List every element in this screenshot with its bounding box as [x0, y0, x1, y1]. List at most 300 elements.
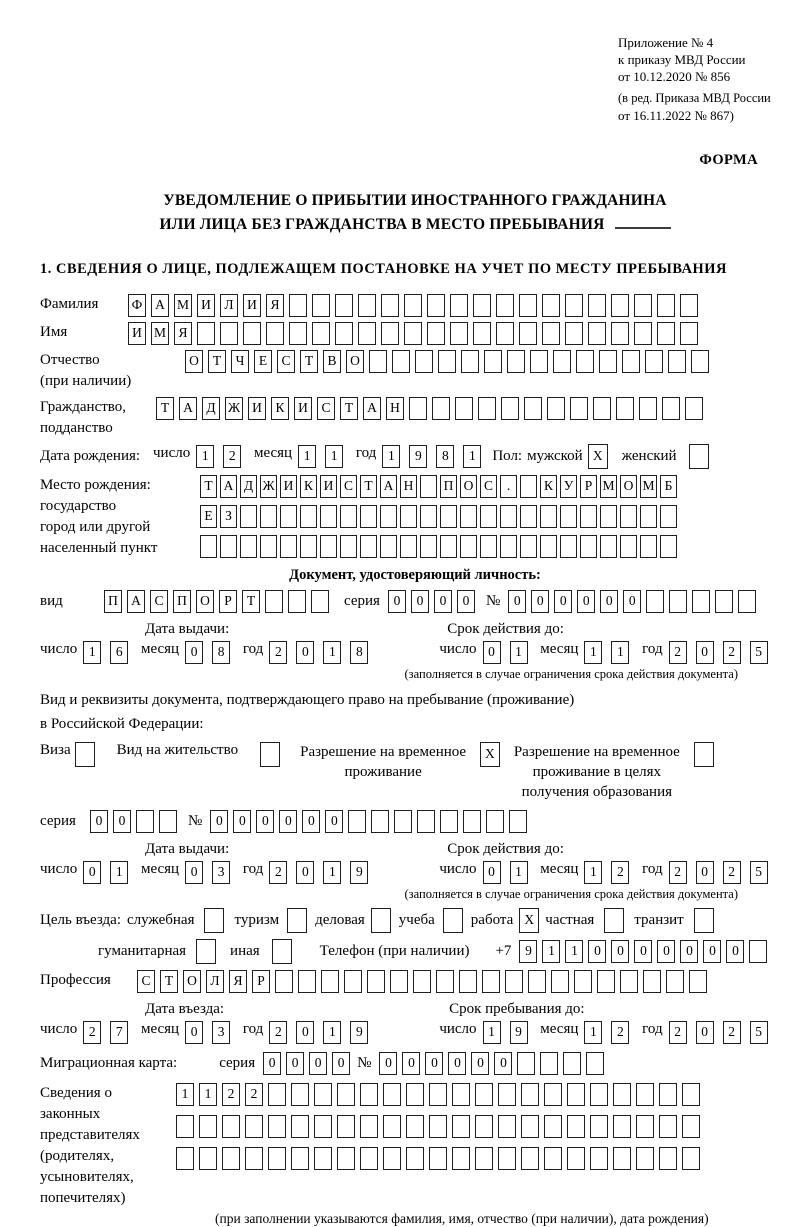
char-box[interactable]: 0 [471, 1052, 489, 1075]
char-box[interactable]: 1 [176, 1083, 194, 1106]
char-box[interactable]: 1 [584, 641, 602, 664]
char-box[interactable]: Т [360, 475, 377, 498]
char-box[interactable] [478, 397, 496, 420]
char-box[interactable]: А [151, 294, 169, 317]
char-box[interactable] [620, 505, 637, 528]
char-box[interactable] [380, 505, 397, 528]
char-box[interactable]: Д [202, 397, 220, 420]
char-box[interactable]: 0 [623, 590, 641, 613]
char-box[interactable]: 0 [296, 1021, 314, 1044]
char-box[interactable] [287, 908, 307, 933]
char-box[interactable] [520, 505, 537, 528]
char-box[interactable] [427, 294, 445, 317]
char-box[interactable] [176, 1147, 194, 1170]
char-box[interactable] [358, 322, 376, 345]
char-box[interactable] [680, 322, 698, 345]
doc-number-cells[interactable] [508, 590, 761, 613]
char-box[interactable] [597, 970, 615, 993]
char-box[interactable] [360, 1115, 378, 1138]
char-box[interactable]: С [340, 475, 357, 498]
profession-cells[interactable] [137, 970, 712, 993]
char-box[interactable]: 2 [669, 1021, 687, 1044]
legal-reps-row-2[interactable] [176, 1115, 705, 1138]
char-box[interactable] [505, 970, 523, 993]
char-box[interactable]: 0 [508, 590, 526, 613]
char-box[interactable] [521, 1147, 539, 1170]
char-box[interactable] [567, 1083, 585, 1106]
char-box[interactable] [682, 1115, 700, 1138]
char-box[interactable] [199, 1147, 217, 1170]
char-box[interactable] [590, 1115, 608, 1138]
char-box[interactable]: 0 [279, 810, 297, 833]
char-box[interactable] [450, 294, 468, 317]
char-box[interactable] [622, 350, 640, 373]
char-box[interactable]: 2 [611, 1021, 629, 1044]
char-box[interactable] [340, 505, 357, 528]
char-box[interactable] [634, 294, 652, 317]
char-box[interactable] [520, 535, 537, 558]
stay-day-cells[interactable] [483, 1021, 537, 1037]
char-box[interactable] [394, 810, 412, 833]
char-box[interactable] [682, 1147, 700, 1170]
char-box[interactable] [588, 294, 606, 317]
char-box[interactable] [500, 535, 517, 558]
char-box[interactable] [275, 970, 293, 993]
char-box[interactable] [682, 1083, 700, 1106]
char-box[interactable]: 0 [233, 810, 251, 833]
char-box[interactable]: 0 [425, 1052, 443, 1075]
char-box[interactable]: Т [156, 397, 174, 420]
char-box[interactable] [280, 535, 297, 558]
char-box[interactable] [265, 590, 283, 613]
char-box[interactable] [383, 1115, 401, 1138]
char-box[interactable]: И [197, 294, 215, 317]
char-box[interactable] [312, 294, 330, 317]
char-box[interactable] [176, 1115, 194, 1138]
legal-reps-row-3[interactable] [176, 1147, 705, 1170]
char-box[interactable] [404, 294, 422, 317]
char-box[interactable] [657, 322, 675, 345]
citizenship-cells[interactable] [156, 397, 708, 420]
char-box[interactable]: 3 [212, 1021, 230, 1044]
char-box[interactable] [507, 350, 525, 373]
char-box[interactable] [519, 294, 537, 317]
char-box[interactable] [593, 397, 611, 420]
char-box[interactable]: 0 [483, 861, 501, 884]
char-box[interactable] [381, 294, 399, 317]
patronymic-cells[interactable] [185, 350, 714, 373]
sex-female-checkbox[interactable] [689, 444, 709, 469]
char-box[interactable]: И [320, 475, 337, 498]
char-box[interactable]: Р [252, 970, 270, 993]
birth-day-cells[interactable] [196, 445, 250, 461]
char-box[interactable] [222, 1147, 240, 1170]
char-box[interactable]: Е [254, 350, 272, 373]
char-box[interactable]: 1 [323, 641, 341, 664]
char-box[interactable]: А [179, 397, 197, 420]
char-box[interactable] [604, 908, 624, 933]
char-box[interactable]: 0 [263, 1052, 281, 1075]
char-box[interactable]: 2 [669, 641, 687, 664]
char-box[interactable] [521, 1083, 539, 1106]
char-box[interactable] [640, 535, 657, 558]
char-box[interactable] [404, 322, 422, 345]
char-box[interactable]: 0 [90, 810, 108, 833]
char-box[interactable] [636, 1083, 654, 1106]
birth-year-cells[interactable] [382, 445, 490, 461]
char-box[interactable] [159, 810, 177, 833]
char-box[interactable] [659, 1083, 677, 1106]
char-box[interactable]: 0 [402, 1052, 420, 1075]
purpose-study-checkbox[interactable] [443, 908, 463, 933]
char-box[interactable] [509, 810, 527, 833]
char-box[interactable] [452, 1083, 470, 1106]
char-box[interactable]: А [127, 590, 145, 613]
char-box[interactable]: 2 [669, 861, 687, 884]
purpose-humanitarian-checkbox[interactable] [196, 939, 216, 964]
char-box[interactable]: 0 [448, 1052, 466, 1075]
char-box[interactable] [314, 1147, 332, 1170]
char-box[interactable] [668, 350, 686, 373]
char-box[interactable] [463, 810, 481, 833]
char-box[interactable] [400, 535, 417, 558]
residence-permit-checkbox[interactable] [260, 742, 280, 758]
char-box[interactable] [544, 1147, 562, 1170]
char-box[interactable] [542, 294, 560, 317]
char-box[interactable]: 1 [584, 1021, 602, 1044]
char-box[interactable]: К [540, 475, 557, 498]
char-box[interactable] [685, 397, 703, 420]
char-box[interactable]: 1 [325, 445, 343, 468]
char-box[interactable] [611, 322, 629, 345]
char-box[interactable] [289, 322, 307, 345]
char-box[interactable] [360, 1147, 378, 1170]
char-box[interactable]: Н [386, 397, 404, 420]
char-box[interactable]: 1 [323, 861, 341, 884]
char-box[interactable]: Ф [128, 294, 146, 317]
char-box[interactable] [335, 294, 353, 317]
char-box[interactable] [75, 742, 95, 767]
char-box[interactable]: 1 [199, 1083, 217, 1106]
char-box[interactable]: С [137, 970, 155, 993]
char-box[interactable]: 3 [212, 861, 230, 884]
char-box[interactable]: 0 [696, 861, 714, 884]
char-box[interactable] [240, 505, 257, 528]
char-box[interactable] [590, 1083, 608, 1106]
char-box[interactable]: М [600, 475, 617, 498]
char-box[interactable]: 1 [298, 445, 316, 468]
char-box[interactable] [540, 1052, 558, 1075]
char-box[interactable] [620, 970, 638, 993]
char-box[interactable] [645, 350, 663, 373]
char-box[interactable]: Р [580, 475, 597, 498]
char-box[interactable]: 0 [302, 810, 320, 833]
char-box[interactable] [560, 535, 577, 558]
char-box[interactable] [460, 535, 477, 558]
char-box[interactable] [452, 1147, 470, 1170]
char-box[interactable]: 5 [750, 641, 768, 664]
char-box[interactable]: 0 [611, 940, 629, 963]
char-box[interactable] [268, 1083, 286, 1106]
purpose-transit-checkbox[interactable] [694, 908, 714, 933]
char-box[interactable] [312, 322, 330, 345]
char-box[interactable] [484, 350, 502, 373]
char-box[interactable] [438, 350, 456, 373]
char-box[interactable]: Ж [225, 397, 243, 420]
issue-month-cells[interactable] [185, 641, 239, 657]
char-box[interactable]: X [519, 908, 539, 933]
char-box[interactable] [613, 1083, 631, 1106]
birth-place-row-3[interactable] [200, 535, 680, 558]
char-box[interactable] [519, 322, 537, 345]
char-box[interactable] [563, 1052, 581, 1075]
char-box[interactable] [659, 1115, 677, 1138]
char-box[interactable]: 1 [584, 861, 602, 884]
char-box[interactable] [473, 294, 491, 317]
char-box[interactable] [660, 535, 677, 558]
char-box[interactable] [480, 505, 497, 528]
char-box[interactable] [136, 810, 154, 833]
char-box[interactable] [268, 1147, 286, 1170]
char-box[interactable]: Л [220, 294, 238, 317]
char-box[interactable]: 2 [723, 861, 741, 884]
char-box[interactable] [540, 505, 557, 528]
char-box[interactable] [291, 1147, 309, 1170]
char-box[interactable] [586, 1052, 604, 1075]
char-box[interactable] [540, 535, 557, 558]
char-box[interactable] [498, 1083, 516, 1106]
char-box[interactable] [432, 397, 450, 420]
char-box[interactable]: 0 [83, 861, 101, 884]
char-box[interactable] [291, 1115, 309, 1138]
char-box[interactable] [427, 322, 445, 345]
char-box[interactable] [429, 1147, 447, 1170]
char-box[interactable] [689, 444, 709, 469]
char-box[interactable]: 0 [696, 641, 714, 664]
char-box[interactable] [289, 294, 307, 317]
birth-month-cells[interactable] [298, 445, 352, 461]
valid-month-cells[interactable] [584, 641, 638, 657]
char-box[interactable] [311, 590, 329, 613]
char-box[interactable] [680, 294, 698, 317]
char-box[interactable] [200, 535, 217, 558]
char-box[interactable] [501, 397, 519, 420]
char-box[interactable] [420, 505, 437, 528]
char-box[interactable]: 0 [588, 940, 606, 963]
char-box[interactable] [380, 535, 397, 558]
char-box[interactable]: О [183, 970, 201, 993]
char-box[interactable] [367, 970, 385, 993]
char-box[interactable] [669, 590, 687, 613]
char-box[interactable]: 0 [309, 1052, 327, 1075]
char-box[interactable] [240, 535, 257, 558]
char-box[interactable]: X [588, 444, 608, 469]
char-box[interactable] [600, 505, 617, 528]
char-box[interactable]: П [104, 590, 122, 613]
char-box[interactable] [320, 505, 337, 528]
char-box[interactable] [544, 1083, 562, 1106]
char-box[interactable]: А [363, 397, 381, 420]
char-box[interactable] [666, 970, 684, 993]
char-box[interactable]: 7 [110, 1021, 128, 1044]
char-box[interactable] [659, 1147, 677, 1170]
char-box[interactable] [565, 322, 583, 345]
char-box[interactable] [268, 1115, 286, 1138]
char-box[interactable] [436, 970, 454, 993]
char-box[interactable] [291, 1083, 309, 1106]
char-box[interactable]: Л [206, 970, 224, 993]
char-box[interactable]: 0 [600, 590, 618, 613]
char-box[interactable]: Т [242, 590, 260, 613]
char-box[interactable]: 6 [110, 641, 128, 664]
char-box[interactable]: А [380, 475, 397, 498]
char-box[interactable] [455, 397, 473, 420]
char-box[interactable]: Ж [260, 475, 277, 498]
char-box[interactable] [473, 322, 491, 345]
purpose-work-checkbox[interactable] [519, 908, 539, 933]
char-box[interactable]: 0 [325, 810, 343, 833]
char-box[interactable] [440, 535, 457, 558]
char-box[interactable]: Д [240, 475, 257, 498]
char-box[interactable]: 9 [519, 940, 537, 963]
char-box[interactable] [640, 505, 657, 528]
char-box[interactable] [660, 505, 677, 528]
migration-series-cells[interactable] [263, 1052, 355, 1075]
char-box[interactable] [360, 535, 377, 558]
doc-kind-cells[interactable] [104, 590, 334, 613]
purpose-tourism-checkbox[interactable] [287, 908, 307, 933]
char-box[interactable] [196, 939, 216, 964]
char-box[interactable] [500, 505, 517, 528]
sex-male-checkbox[interactable] [588, 444, 608, 469]
char-box[interactable] [337, 1115, 355, 1138]
char-box[interactable] [576, 350, 594, 373]
char-box[interactable]: 0 [554, 590, 572, 613]
char-box[interactable] [348, 810, 366, 833]
char-box[interactable]: 0 [411, 590, 429, 613]
char-box[interactable] [300, 535, 317, 558]
char-box[interactable] [521, 1115, 539, 1138]
migration-number-cells[interactable] [379, 1052, 609, 1075]
char-box[interactable] [528, 970, 546, 993]
char-box[interactable]: 0 [185, 641, 203, 664]
char-box[interactable]: 0 [577, 590, 595, 613]
char-box[interactable] [360, 505, 377, 528]
residence-series-cells[interactable] [90, 810, 182, 833]
purpose-other-checkbox[interactable] [272, 939, 292, 964]
valid-year-cells[interactable] [669, 641, 777, 657]
char-box[interactable] [662, 397, 680, 420]
char-box[interactable]: З [220, 505, 237, 528]
char-box[interactable]: 1 [510, 641, 528, 664]
char-box[interactable]: . [500, 475, 517, 498]
char-box[interactable]: 9 [510, 1021, 528, 1044]
char-box[interactable] [371, 810, 389, 833]
char-box[interactable] [498, 1115, 516, 1138]
char-box[interactable]: X [480, 742, 500, 767]
char-box[interactable] [657, 294, 675, 317]
char-box[interactable] [646, 590, 664, 613]
char-box[interactable]: 0 [296, 641, 314, 664]
char-box[interactable]: О [460, 475, 477, 498]
char-box[interactable]: 8 [212, 641, 230, 664]
char-box[interactable] [260, 742, 280, 767]
char-box[interactable]: Т [300, 350, 318, 373]
char-box[interactable] [524, 397, 542, 420]
char-box[interactable] [272, 939, 292, 964]
char-box[interactable]: 1 [83, 641, 101, 664]
char-box[interactable] [266, 322, 284, 345]
char-box[interactable] [486, 810, 504, 833]
char-box[interactable] [381, 322, 399, 345]
char-box[interactable] [620, 535, 637, 558]
entry-day-cells[interactable] [83, 1021, 137, 1037]
birth-place-row-1[interactable] [200, 475, 680, 498]
char-box[interactable]: 0 [494, 1052, 512, 1075]
residence-number-cells[interactable] [210, 810, 532, 833]
char-box[interactable]: 0 [634, 940, 652, 963]
char-box[interactable] [636, 1147, 654, 1170]
entry-month-cells[interactable] [185, 1021, 239, 1037]
char-box[interactable] [300, 505, 317, 528]
char-box[interactable]: 2 [245, 1083, 263, 1106]
char-box[interactable] [450, 322, 468, 345]
char-box[interactable] [320, 535, 337, 558]
char-box[interactable]: 2 [611, 861, 629, 884]
char-box[interactable] [443, 908, 463, 933]
char-box[interactable] [337, 1083, 355, 1106]
entry-year-cells[interactable] [269, 1021, 377, 1037]
char-box[interactable] [429, 1115, 447, 1138]
char-box[interactable]: 2 [223, 445, 241, 468]
char-box[interactable] [392, 350, 410, 373]
char-box[interactable] [337, 1147, 355, 1170]
char-box[interactable]: Ч [231, 350, 249, 373]
char-box[interactable] [243, 322, 261, 345]
char-box[interactable] [340, 535, 357, 558]
char-box[interactable] [314, 1083, 332, 1106]
purpose-business-checkbox[interactable] [371, 908, 391, 933]
char-box[interactable]: 2 [269, 1021, 287, 1044]
char-box[interactable]: А [220, 475, 237, 498]
char-box[interactable]: 5 [750, 1021, 768, 1044]
char-box[interactable] [749, 940, 767, 963]
char-box[interactable]: 0 [379, 1052, 397, 1075]
char-box[interactable]: 0 [696, 1021, 714, 1044]
char-box[interactable] [588, 322, 606, 345]
char-box[interactable]: 0 [388, 590, 406, 613]
char-box[interactable] [220, 322, 238, 345]
char-box[interactable]: М [151, 322, 169, 345]
char-box[interactable] [390, 970, 408, 993]
char-box[interactable]: 0 [726, 940, 744, 963]
char-box[interactable] [574, 970, 592, 993]
purpose-official-checkbox[interactable] [204, 908, 224, 933]
char-box[interactable] [420, 475, 437, 498]
char-box[interactable]: 0 [434, 590, 452, 613]
char-box[interactable] [634, 322, 652, 345]
char-box[interactable] [520, 475, 537, 498]
char-box[interactable]: Е [200, 505, 217, 528]
char-box[interactable] [440, 505, 457, 528]
issue-day-cells[interactable] [83, 641, 137, 657]
char-box[interactable]: Т [208, 350, 226, 373]
char-box[interactable]: 2 [269, 641, 287, 664]
char-box[interactable]: 0 [703, 940, 721, 963]
char-box[interactable] [199, 1115, 217, 1138]
char-box[interactable]: И [128, 322, 146, 345]
char-box[interactable] [360, 1083, 378, 1106]
